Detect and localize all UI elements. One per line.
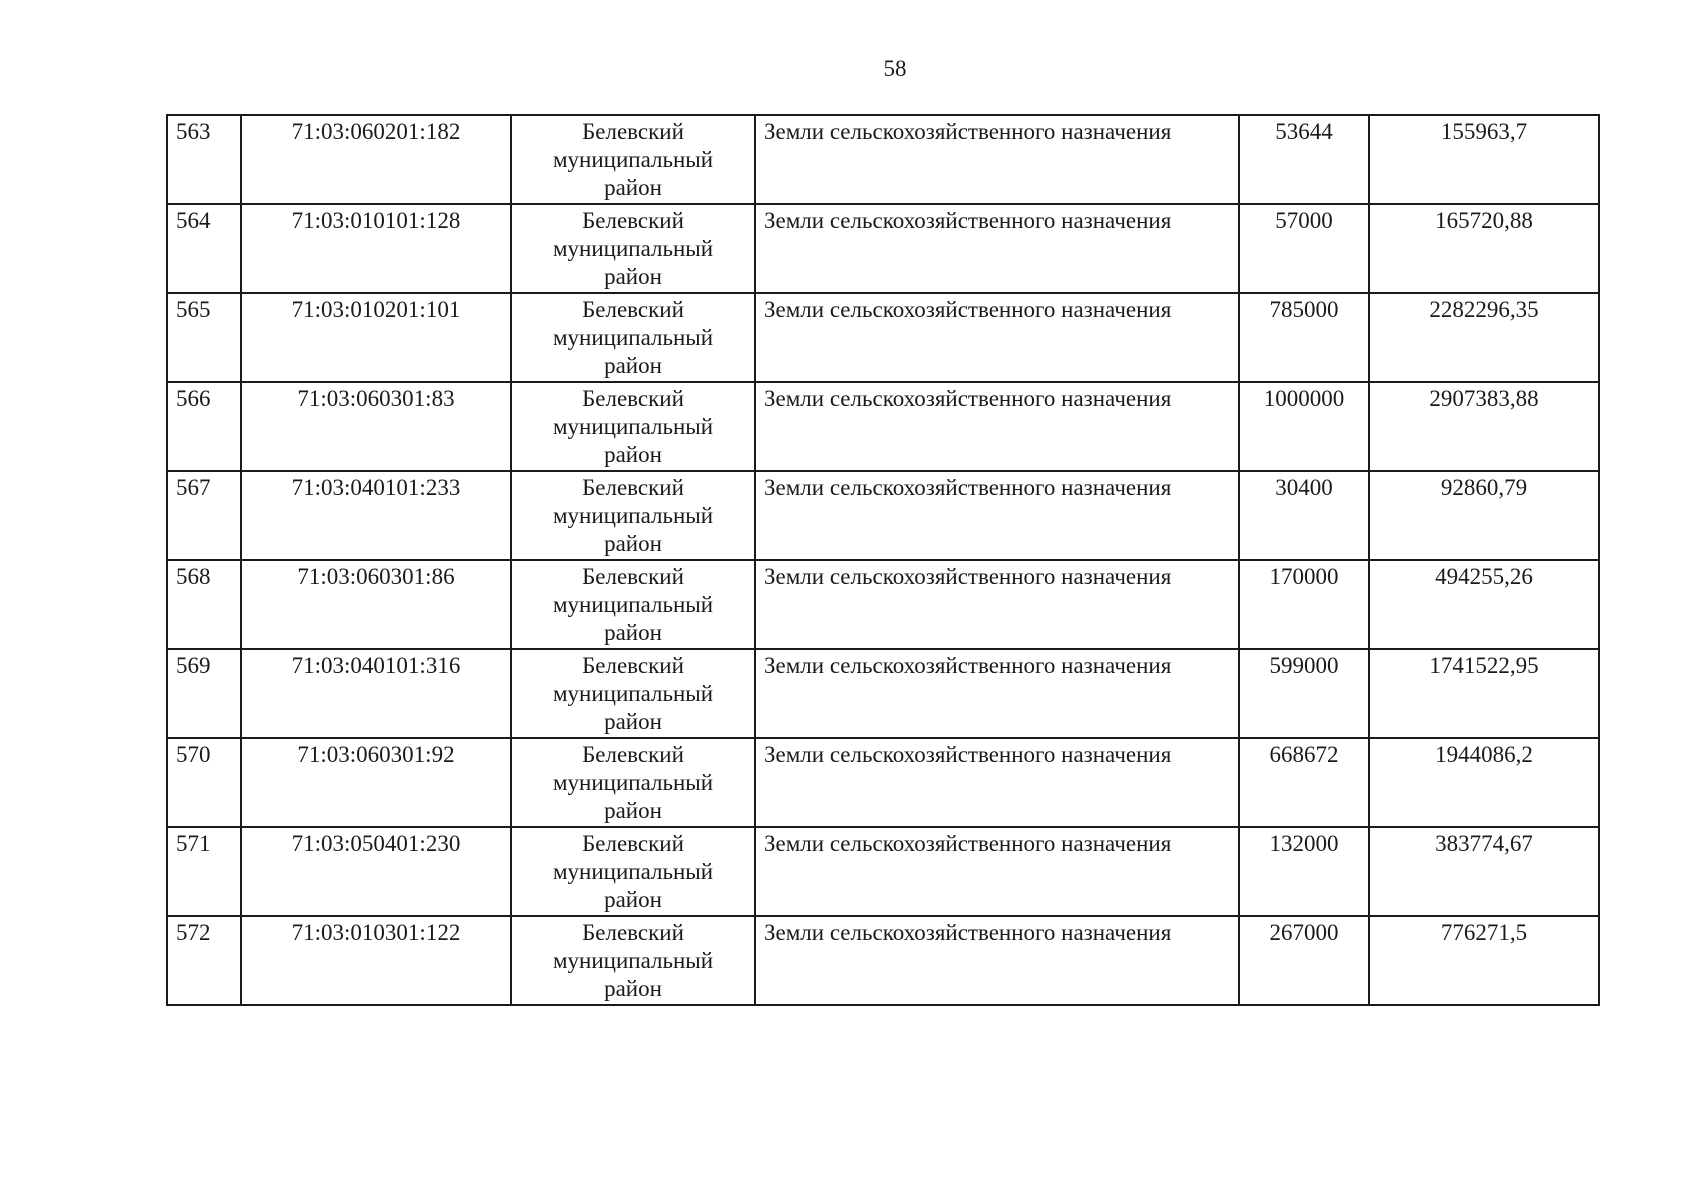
table-body — [167, 115, 1599, 1005]
municipality-line: муниципальный — [552, 236, 714, 261]
municipality-line: район — [604, 264, 662, 289]
municipality-line: район — [604, 976, 662, 1001]
cadastral-number-cell: 71:03:060301:83 — [241, 382, 511, 471]
row-number-cell: 571 — [167, 827, 241, 916]
row-number-cell: 568 — [167, 560, 241, 649]
municipality-line: Белевский — [582, 475, 684, 500]
row-number-cell: 566 — [167, 382, 241, 471]
cadastral-value-cell: 2282296,35 — [1369, 293, 1599, 382]
cadastral-value-cell: 383774,67 — [1369, 827, 1599, 916]
municipality-line: Белевский — [582, 653, 684, 678]
cadastral-value-cell: 165720,88 — [1369, 204, 1599, 293]
table-row — [167, 916, 1599, 1005]
municipality-line: район — [604, 709, 662, 734]
municipality-cell — [511, 471, 755, 560]
municipality-line: муниципальный — [552, 859, 714, 884]
municipality-cell — [511, 293, 755, 382]
cadastral-number-cell: 71:03:050401:230 — [241, 827, 511, 916]
municipality-line: Белевский — [582, 208, 684, 233]
cadastral-number-cell: 71:03:060301:86 — [241, 560, 511, 649]
table-row — [167, 471, 1599, 560]
land-category-cell: Земли сельскохозяйственного назначения — [755, 560, 1239, 649]
cadastral-number-cell: 71:03:040101:316 — [241, 649, 511, 738]
area-cell: 267000 — [1239, 916, 1369, 1005]
municipality-line: муниципальный — [552, 592, 714, 617]
municipality-line: муниципальный — [552, 770, 714, 795]
cadastral-value-cell: 494255,26 — [1369, 560, 1599, 649]
municipality-cell — [511, 649, 755, 738]
municipality-cell — [511, 827, 755, 916]
cadastral-value-cell: 2907383,88 — [1369, 382, 1599, 471]
cadastral-value-cell: 1741522,95 — [1369, 649, 1599, 738]
cadastral-number-cell: 71:03:060301:92 — [241, 738, 511, 827]
table-row — [167, 293, 1599, 382]
municipality-line: район — [604, 798, 662, 823]
municipality-cell — [511, 382, 755, 471]
municipality-line: муниципальный — [552, 414, 714, 439]
table-row — [167, 382, 1599, 471]
municipality-line: район — [604, 887, 662, 912]
land-category-cell: Земли сельскохозяйственного назначения — [755, 827, 1239, 916]
cadastral-value-cell: 776271,5 — [1369, 916, 1599, 1005]
land-category-cell: Земли сельскохозяйственного назначения — [755, 738, 1239, 827]
municipality-line: Белевский — [582, 119, 684, 144]
cadastral-number-cell: 71:03:060201:182 — [241, 115, 511, 204]
table-row — [167, 115, 1599, 204]
cadastral-value-cell: 92860,79 — [1369, 471, 1599, 560]
row-number-cell: 564 — [167, 204, 241, 293]
table-row — [167, 827, 1599, 916]
land-category-cell: Земли сельскохозяйственного назначения — [755, 293, 1239, 382]
land-registry-table — [166, 114, 1600, 1006]
table-row — [167, 738, 1599, 827]
area-cell: 1000000 — [1239, 382, 1369, 471]
municipality-line: Белевский — [582, 920, 684, 945]
municipality-line: муниципальный — [552, 681, 714, 706]
land-category-cell: Земли сельскохозяйственного назначения — [755, 115, 1239, 204]
area-cell: 668672 — [1239, 738, 1369, 827]
municipality-cell — [511, 115, 755, 204]
cadastral-number-cell: 71:03:010301:122 — [241, 916, 511, 1005]
area-cell: 132000 — [1239, 827, 1369, 916]
area-cell: 785000 — [1239, 293, 1369, 382]
municipality-line: район — [604, 442, 662, 467]
municipality-line: муниципальный — [552, 503, 714, 528]
row-number-cell: 567 — [167, 471, 241, 560]
row-number-cell: 570 — [167, 738, 241, 827]
cadastral-value-cell: 155963,7 — [1369, 115, 1599, 204]
table-row — [167, 204, 1599, 293]
municipality-cell — [511, 560, 755, 649]
row-number-cell: 572 — [167, 916, 241, 1005]
municipality-line: Белевский — [582, 297, 684, 322]
table-row — [167, 560, 1599, 649]
municipality-line: Белевский — [582, 831, 684, 856]
row-number-cell: 565 — [167, 293, 241, 382]
municipality-line: Белевский — [582, 564, 684, 589]
municipality-cell — [511, 204, 755, 293]
municipality-line: муниципальный — [552, 325, 714, 350]
area-cell: 599000 — [1239, 649, 1369, 738]
municipality-line: муниципальный — [552, 948, 714, 973]
municipality-line: район — [604, 531, 662, 556]
cadastral-number-cell: 71:03:040101:233 — [241, 471, 511, 560]
land-category-cell: Земли сельскохозяйственного назначения — [755, 916, 1239, 1005]
municipality-line: район — [604, 353, 662, 378]
land-category-cell: Земли сельскохозяйственного назначения — [755, 204, 1239, 293]
municipality-cell — [511, 916, 755, 1005]
area-cell: 57000 — [1239, 204, 1369, 293]
land-category-cell: Земли сельскохозяйственного назначения — [755, 471, 1239, 560]
municipality-cell — [511, 738, 755, 827]
table-row — [167, 649, 1599, 738]
land-category-cell: Земли сельскохозяйственного назначения — [755, 382, 1239, 471]
cadastral-number-cell: 71:03:010201:101 — [241, 293, 511, 382]
row-number-cell: 569 — [167, 649, 241, 738]
page-number: 58 — [883, 56, 907, 81]
municipality-line: Белевский — [582, 742, 684, 767]
area-cell: 170000 — [1239, 560, 1369, 649]
municipality-line: Белевский — [582, 386, 684, 411]
area-cell: 53644 — [1239, 115, 1369, 204]
row-number-cell: 563 — [167, 115, 241, 204]
area-cell: 30400 — [1239, 471, 1369, 560]
land-category-cell: Земли сельскохозяйственного назначения — [755, 649, 1239, 738]
municipality-line: муниципальный — [552, 147, 714, 172]
cadastral-value-cell: 1944086,2 — [1369, 738, 1599, 827]
municipality-line: район — [604, 620, 662, 645]
cadastral-number-cell: 71:03:010101:128 — [241, 204, 511, 293]
municipality-line: район — [604, 175, 662, 200]
